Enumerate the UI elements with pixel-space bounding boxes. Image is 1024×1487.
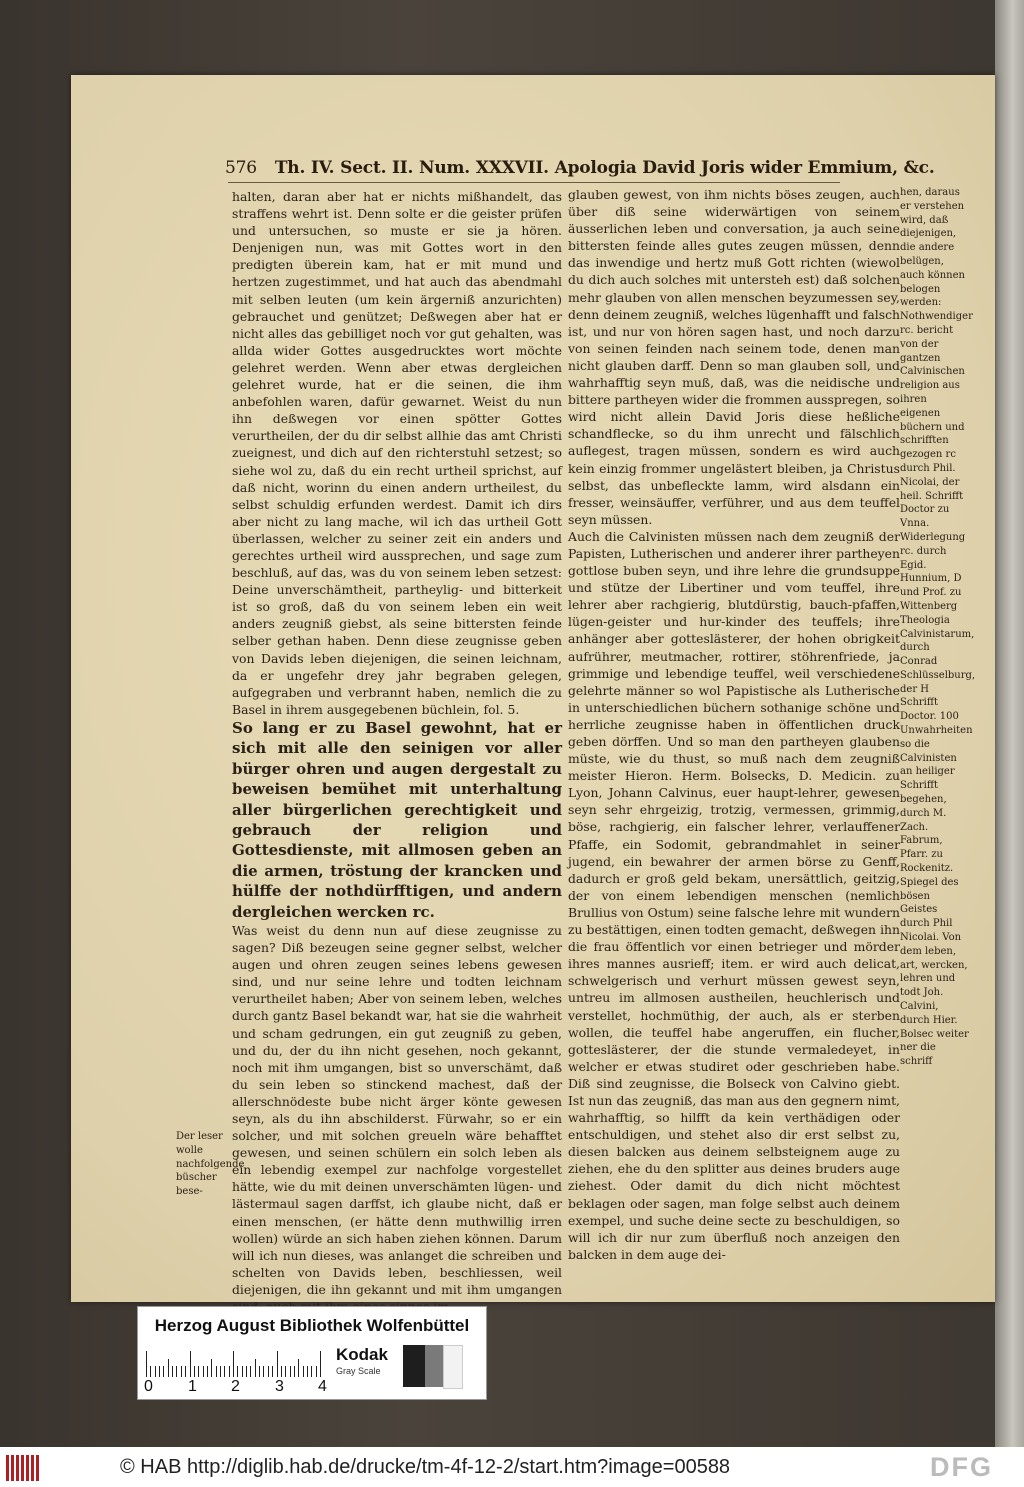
right-column bbox=[568, 186, 900, 1263]
ruler-tick bbox=[211, 1359, 212, 1377]
scale-number: 3 bbox=[275, 1378, 284, 1395]
ruler-tick bbox=[233, 1351, 234, 1377]
kodak-logo: Kodak bbox=[336, 1345, 388, 1364]
ruler-tick bbox=[163, 1366, 164, 1377]
ruler-tick bbox=[198, 1366, 199, 1377]
ruler-tick bbox=[320, 1351, 321, 1377]
ruler-tick bbox=[316, 1366, 317, 1377]
ruler-tick bbox=[181, 1366, 182, 1377]
ruler-tick bbox=[298, 1359, 299, 1377]
ruler-tick bbox=[246, 1366, 247, 1377]
footer-bar bbox=[0, 1447, 1024, 1487]
ruler-tick bbox=[255, 1359, 256, 1377]
ruler-tick bbox=[229, 1366, 230, 1377]
hab-logo-icon bbox=[6, 1455, 42, 1481]
ruler-tick bbox=[237, 1366, 238, 1377]
scale-ruler bbox=[146, 1351, 331, 1377]
ruler-tick bbox=[185, 1366, 186, 1377]
scale-number: 2 bbox=[231, 1378, 240, 1395]
ruler-tick bbox=[277, 1351, 278, 1377]
ruler-tick bbox=[307, 1366, 308, 1377]
ruler-tick bbox=[216, 1366, 217, 1377]
ruler-tick bbox=[242, 1366, 243, 1377]
gray-swatch-light bbox=[443, 1345, 463, 1389]
ruler-tick bbox=[190, 1351, 191, 1377]
scale-number: 4 bbox=[318, 1378, 327, 1395]
running-title: Th. IV. Sect. II. Num. XXXVII. Apologia David Joris wider Emmium, &c. bbox=[274, 158, 935, 178]
left-margin-note: Der leser wolle nachfolgende büscher bese- bbox=[176, 1131, 245, 1198]
left-paragraph-3: Was weist du denn nun auf diese zeugnisse zu sagen? Diß bezeugen seine gegner selbst, welcher augen und ohren zeugen seines lebens gewesen sind, und nur seine lehre und todten leichnam verurtheilet haben; Aber von seinem leben, welches durch gantz Basel bekandt war, hat sie die wahrheit und scham gedrungen, ein gut zeugniß zu geben, und du, der du ihn nicht gesehen, noch gekannt, noch mit ihm umgangen, bist so unverschämt, daß du sein leben so stinckend machest, daß der allerschnödeste bube nicht ärger könte gewesen seyn, als du ihn abschilderst. Fürwahr, so er ein solcher, und mit solchen greueln wäre behafftet gewesen, und seinen schülern ein solch leben als ein lebendig exempel zur nachfolge vorgestellet hätte, wie du mit deinen unverschämten lügen- und lästermaul sagen darffst, ich glaube nicht, daß er einen menschen, (er hätte denn muthwillig irren wollen) würde an sich haben ziehen können. Darum will ich nun dieses, was anlanget die schreiben und schelten von Davids leben, beschliessen, weil diejenigen, die ihn gekannt und mit ihm umgangen bbox=[232, 922, 562, 1297]
ruler-tick bbox=[268, 1366, 269, 1377]
library-name: Herzog August Bibliothek Wolfenbüttel bbox=[154, 1316, 470, 1335]
ruler-tick bbox=[272, 1366, 273, 1377]
ruler-tick bbox=[146, 1351, 147, 1377]
ruler-tick bbox=[194, 1366, 195, 1377]
ruler-tick bbox=[311, 1366, 312, 1377]
ruler-tick bbox=[259, 1366, 260, 1377]
ruler-tick bbox=[155, 1366, 156, 1377]
ruler-tick bbox=[250, 1366, 251, 1377]
ruler-tick bbox=[303, 1366, 304, 1377]
ruler-tick bbox=[263, 1366, 264, 1377]
left-paragraph-1: halten, daran aber hat er nichts mißhandelt, das straffens wehrt ist. Denn solte er die geister prüfen und untersuchen, so muste er sie ja hören. Denjenigen nun, was mit Gottes wort in den predigten überein kam, hat er mit mund und hertzen zugestimmet, und hat auch das abendmahl mit selben leuten (um kein ärgerniß anzurichten) gebrauchet und genützet; Deßwegen aber hat er nicht alles das gebilliget noch vor gut gehalten, was allda wider Gottes ausgedrucktes wort möchte gelehret werden. Wenn aber etwas dergleichen gelehret wurde, hat er die seinen, die ihm anbefohlen waren, dafür gewarnet. Weist du nun ihn deßwegen vor einen spötter Gottes verurtheilen, der du dir selbst allhie das amt Christi zueignest, und dich auf den richterstuhl setzest; so siehe wol zu, daß du ein recht urtheil sprichst, auf daß nicht, worinn du einen andern urtheilest, du selbst schuldig erfunden werdest. Damit ich dirs aber nicht zu lang mache, wil ich das urtheil Gott überlassen, welcher zu seiner zeit ein anders und gerechtes urtheil wird aussprechen, und sage zum beschluß, auf das, was du von seinem leben setzest: Deine unverschämtheit, partheylig- und bitterkeit ist so groß, daß du von seinem leben ein weit anders zeugniß giebst, als seine bittersten feinde selber gethan haben. Denn diese zeugnisse geben von Davids leben diejenigen, die seinen leichnam, da er ungefehr drey jahr begraben gelegen, aufgegraben und verbrannt haben, nemlich die zu Basel in ihrem ausgegebenen büchlein, fol. 5. bbox=[232, 189, 562, 717]
ruler-tick bbox=[294, 1366, 295, 1377]
ruler-tick bbox=[176, 1366, 177, 1377]
color-calibration-bar bbox=[137, 1306, 487, 1400]
next-page-edge bbox=[995, 0, 1024, 1447]
right-paragraph-2: Auch die Calvinisten müssen nach dem zeugniß der Papisten, Lutherischen und anderer ihrer partheyen gottlose buben seyn, und ihre lehre die grundsuppe und stütze der Libertiner und vom teuffel, ihre lehrer aber rachgierig, blutdürstig, bauch-pfaffen, lügen-geister und hur-kinder des teuffels; ihre anhänger aber gotteslästerer, der hohen obrigkeit aufrührer, meutmacher, rottirer, stöhrenfriede, ja grimmige und lebendige teuffel, weil verschiedene gelehrte männer so wol Papistische als Lutherische in unterschiedlichen büchern sothanige schöne und herrliche zeugnisse haben in öffentlichen druck geben dörffen. Und so man den partheyen glauben müste, wie du thust, so muß nach dem zeugniß meister Hieron. Herm. Bolsecks, D. Medicin. zu Lyon, Johann Calvinus, euer haupt-lehrer, gewesen seyn sehr ehrgeizig, trotzig, vermessen, grimmig, böse, rachgierig, ein falscher lehrer, verlauffener Pfaffe, ein Sodomit, gebrandmahlet in seiner jugend, ein bewahrer der armen börse zu Genff, dadurch er groß geld bekam, unersättlich, geitzig, der von einem lebendigen menschen (nemlich Brullius von Ostum) seine falsche lehre mit wundern zu bestättigen, einen todten gemacht, deßwegen ihn die frau öffentlich vor einen betrieger und mörder ihres mannes ausrieff; item. er wird auch delicat, schwelgerisch und verhurt müssen gewest seyn, untreu im allmosen austheilen, heuchlerisch und verstellet, hochmüthig, der auch, als er sterben wollen, die teuffel habe angeruffen, ein flucher, gotteslästerer, der die stunde vermaledeyet, in welcher er etwas studiret oder geschrieben habe. Diß sind zeugnisse, die Bolseck von Calvino giebt. Ist nun das zeugniß, das man aus den gegnern nimt, wahrhafftig, so hilfft da kein verthädigen oder entschuldigen, und stehet also dir erst selbst zu, diesen balcken aus deinem selbsteignem auge zu ziehen, ehe du den splitter aus deines bruders auge ziehest. Oder damit du dich nicht möchtest beklagen oder sagen, man folge selbst auch deinem exempel, und suche deine secte zu beschuldigen, so will ich dir nur zum überfluß noch anzeigen den balcken in dem auge dei- bbox=[568, 528, 900, 1262]
source-link[interactable]: © HAB http://diglib.hab.de/drucke/tm-4f-12-2/start.htm?image=00588 bbox=[120, 1456, 731, 1478]
page-header bbox=[225, 158, 935, 178]
ruler-tick bbox=[220, 1366, 221, 1377]
dfg-logo: DFG bbox=[930, 1452, 993, 1482]
ruler-tick bbox=[168, 1359, 169, 1377]
ruler-tick bbox=[285, 1366, 286, 1377]
page-number: 576 bbox=[225, 158, 257, 178]
ruler-tick bbox=[150, 1366, 151, 1377]
ruler-tick bbox=[224, 1366, 225, 1377]
gray-swatch-dark bbox=[403, 1345, 425, 1387]
ruler-tick bbox=[159, 1366, 160, 1377]
scale-number: 0 bbox=[144, 1378, 153, 1395]
left-quote-paragraph: So lang er zu Basel gewohnt, hat er sich mit alle den seinigen vor aller bürger ohren und augen dergestalt zu beweisen bemühet mit unterhaltung aller bürgerlichen gerechtigkeit und gebrauch der religion und Gottesdienste, mit allmosen geben an die armen, tröstung der krancken und hülffe der nothdürfftigen, und andern dergleichen wercken rc. bbox=[232, 718, 562, 921]
ruler-tick bbox=[290, 1366, 291, 1377]
ruler-tick bbox=[207, 1366, 208, 1377]
ruler-tick bbox=[172, 1366, 173, 1377]
ruler-tick bbox=[203, 1366, 204, 1377]
right-paragraph-1: glauben gewest, von ihm nichts böses zeugen, auch über diß seine widerwärtigen von seinem äusserlichen leben und conversation, ja auch seine bittersten feinde alles gutes zeugen müssen, denn das inwendige und hertz muß Gott richten (wiewol du dich auch solches mit untersteh est) daß solchen mehr glauben von allen menschen beyzumessen sey, denn deinem zeugniß, welches lügenhafft und falsch ist, und nur von hören sagen hast, und noch darzu von seinen feinden nach seinem tode, denen man nicht glauben darff. Denn so man glauben soll, und wahrhafftig seyn muß, daß, was die neidische und bittere partheyen wider die frommen ausspregen, so wird nicht allein David Joris diese heßliche schandflecke, so du ihm unrecht und fälschlich auflegest, tragen müssen, sondern es wird auch kein einzig frommer ungelästert bleiben, ja Christus selbst, das unbefleckte lamm, wird alsdann ein fresser, weinsäuffer, verführer, und aus dem teuffel seyn müssen. bbox=[568, 187, 900, 527]
gray-swatch-mid bbox=[425, 1345, 443, 1387]
header-rule bbox=[228, 182, 840, 183]
right-margin-note: hen, daraus er verstehen wird, daß diejenigen, die andere belügen, auch können belogen werden: Nothwendiger rc. bericht von der gantzen Calvinischen religion aus ihren eigenen büchern und schrifften gezogen rc durch Phil. Nicolai, der heil. Schrifft Doctor zu Vnna. Widerlegung rc. durch Egid. Hunnium, D und Prof. zu Wittenberg Theologia Calvinistarum, durch Conrad Schlüsselburg, der H Schrifft Doctor. 100 Unwahrheiten so die Calvinisten an heiliger Schrifft begehen, durch M. Zach. Fabrum, Pfarr. zu Rockenitz. Spiegel des bösen Geistes durch Phil Nicolai. Von dem leben, art, wercken, lehren und todt Joh. Calvini, durch Hier. Bolsec weiter ner die schriff bbox=[900, 187, 976, 1068]
ruler-tick bbox=[281, 1366, 282, 1377]
scale-number: 1 bbox=[188, 1378, 197, 1395]
left-column bbox=[232, 188, 562, 1315]
gray-scale-label: Gray Scale bbox=[336, 1366, 381, 1376]
